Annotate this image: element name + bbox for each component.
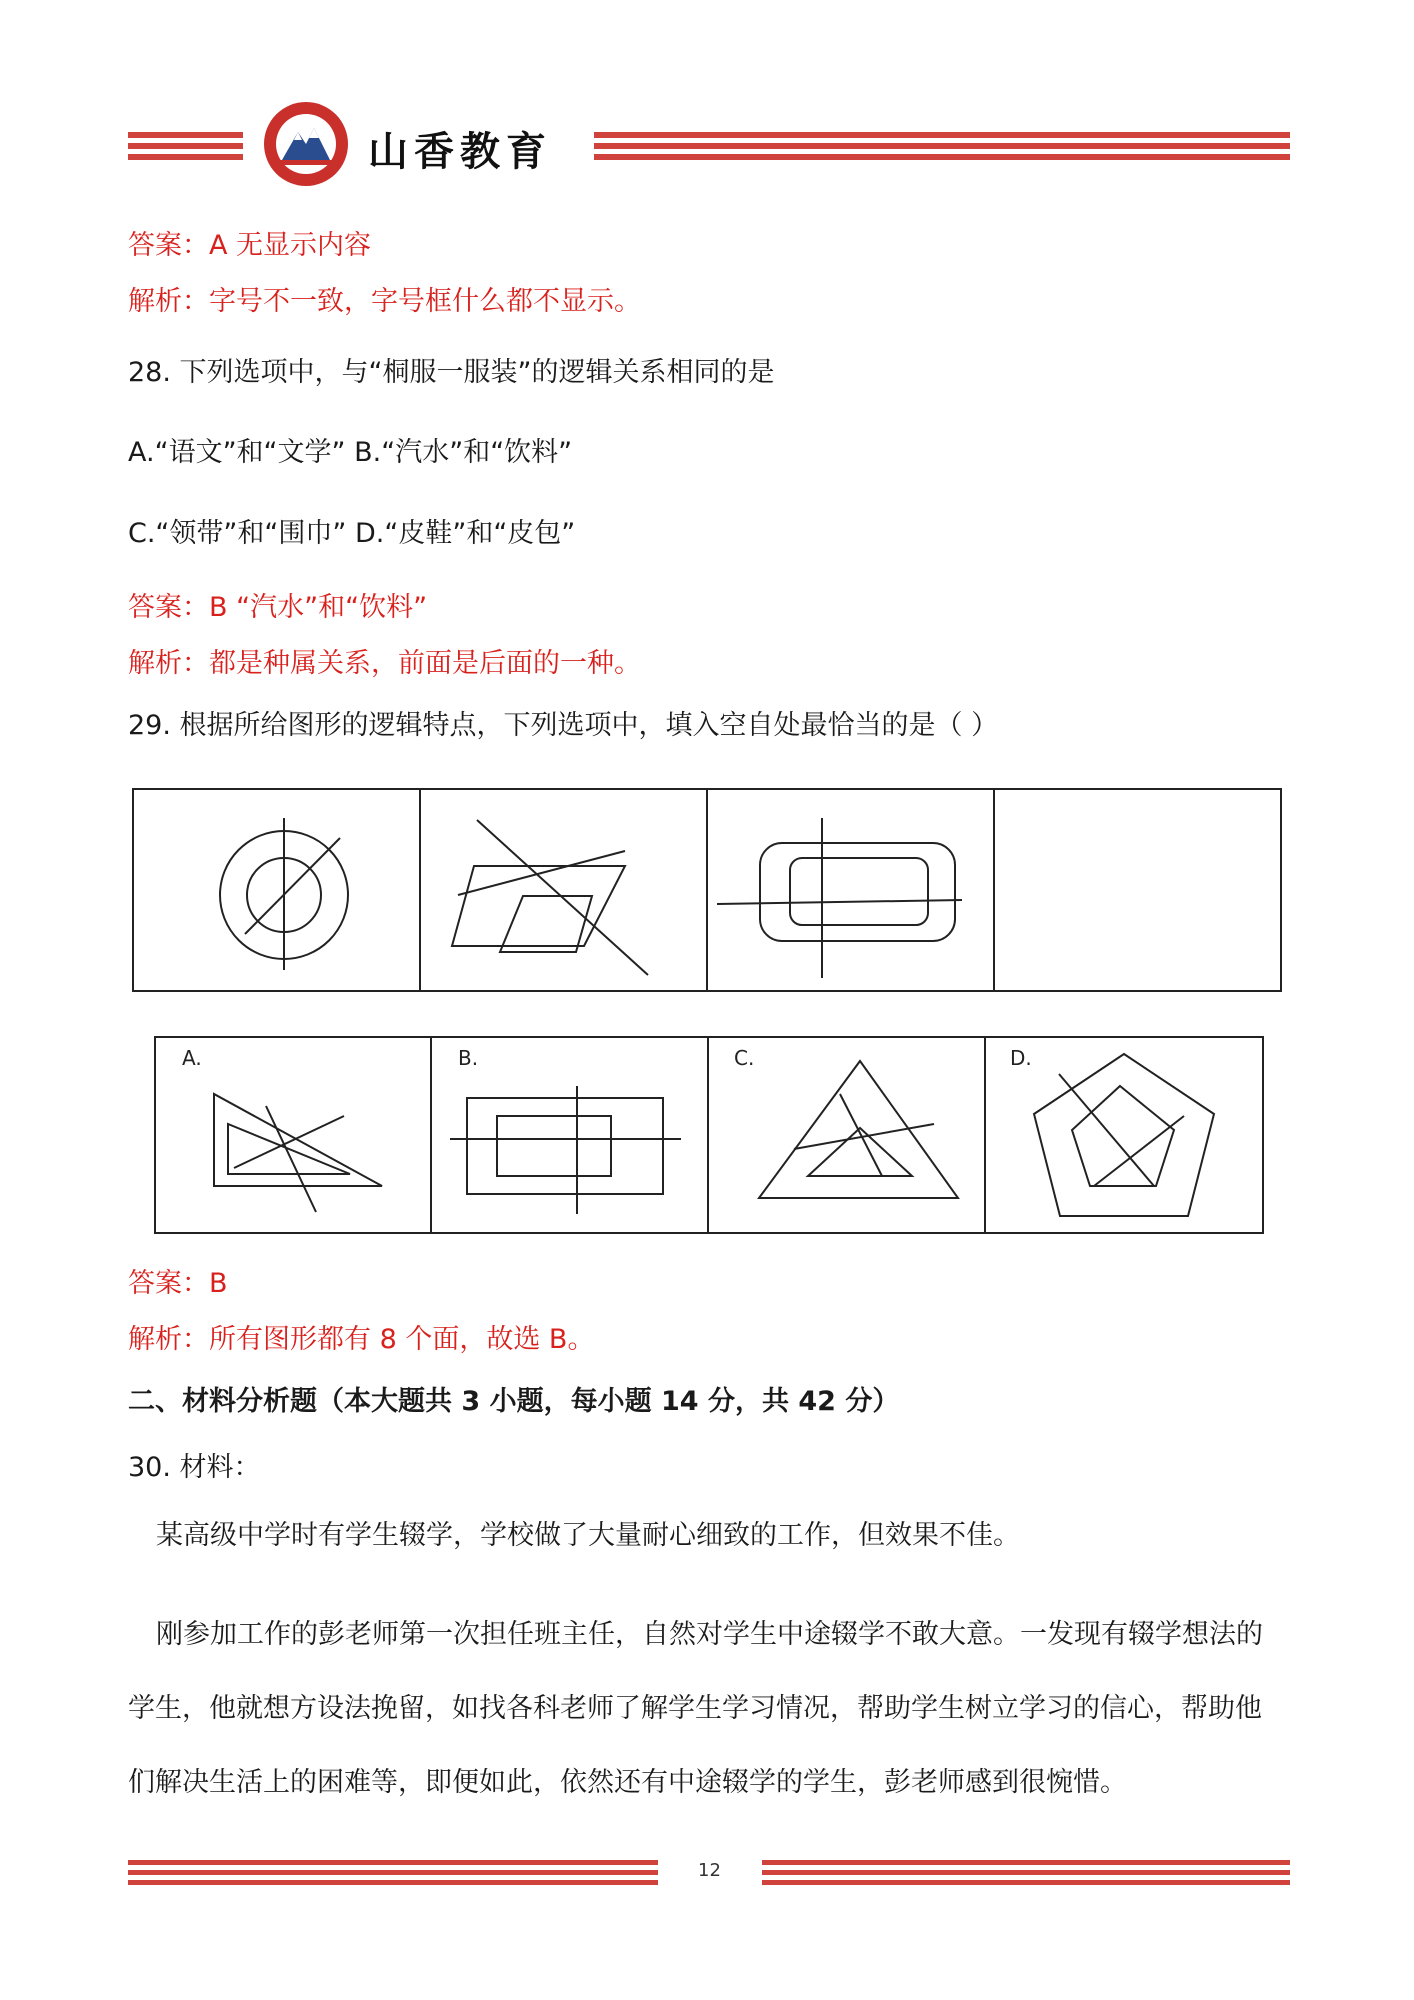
- q29-analysis: 解析：所有图形都有 8 个面，故选 B。: [128, 1324, 595, 1355]
- q29-answer: 答案：B: [128, 1268, 228, 1299]
- sequence-figure-2: [452, 820, 648, 975]
- footer-stripes-left: [128, 1860, 658, 1886]
- q28-options-line2: C.“领带”和“围巾” D.“皮鞋”和“皮包”: [128, 518, 576, 549]
- brand-title: 山香教育: [368, 128, 552, 175]
- q29-stem: 29. 根据所给图形的逻辑特点，下列选项中，填入空自处最恰当的是（ ）: [128, 710, 999, 741]
- q28-stem: 28. 下列选项中，与“桐服一服装”的逻辑关系相同的是: [128, 357, 775, 388]
- q29-options: [154, 1036, 1264, 1234]
- q28-options-line1: A.“语文”和“文学” B.“汽水”和“饮料”: [128, 437, 573, 468]
- q30-stem: 30. 材料：: [128, 1452, 261, 1483]
- q30-para2-text: 刚参加工作的彭老师第一次担任班主任，自然对学生中途辍学不敢大意。一发现有辍学想法的学生，他就想方设法挽留，如找各科老师了解学生学习情况，帮助学生树立学习的信心，帮助他们解决生活上的困难等，即便如此，依然还有中途辍学的学生，彭老师感到很惋惜。: [128, 1619, 1263, 1798]
- sequence-figure-3: [717, 818, 962, 978]
- option-a-figure: [214, 1094, 382, 1212]
- section2-title: 二、材料分析题（本大题共 3 小题，每小题 14 分，共 42 分）: [128, 1386, 900, 1417]
- option-b-label: B.: [458, 1046, 479, 1070]
- header-stripes-right: [594, 132, 1290, 162]
- q28-analysis: 解析：都是种属关系，前面是后面的一种。: [128, 648, 641, 679]
- sequence-figure-1: [220, 818, 348, 970]
- option-d-label: D.: [1010, 1046, 1032, 1070]
- option-c-label: C.: [734, 1046, 755, 1070]
- option-c-figure: [759, 1061, 958, 1198]
- q27-answer: 答案：A 无显示内容: [128, 230, 372, 261]
- q28-answer: 答案：B “汽水”和“饮料”: [128, 592, 428, 623]
- option-d-figure: [1034, 1054, 1214, 1216]
- q30-para1: 某高级中学时有学生辍学，学校做了大量耐心细致的工作，但效果不佳。: [156, 1520, 1020, 1551]
- option-b-figure: [450, 1086, 681, 1214]
- footer-stripes-right: [762, 1860, 1290, 1886]
- option-a-label: A.: [182, 1046, 202, 1070]
- page-number: 12: [698, 1860, 721, 1881]
- q30-para2: [128, 1598, 1288, 1820]
- logo-icon: [262, 100, 350, 188]
- q29-figure-sequence: [132, 788, 1282, 992]
- header-stripes-left: [128, 132, 243, 162]
- q27-analysis: 解析：字号不一致，字号框什么都不显示。: [128, 286, 641, 317]
